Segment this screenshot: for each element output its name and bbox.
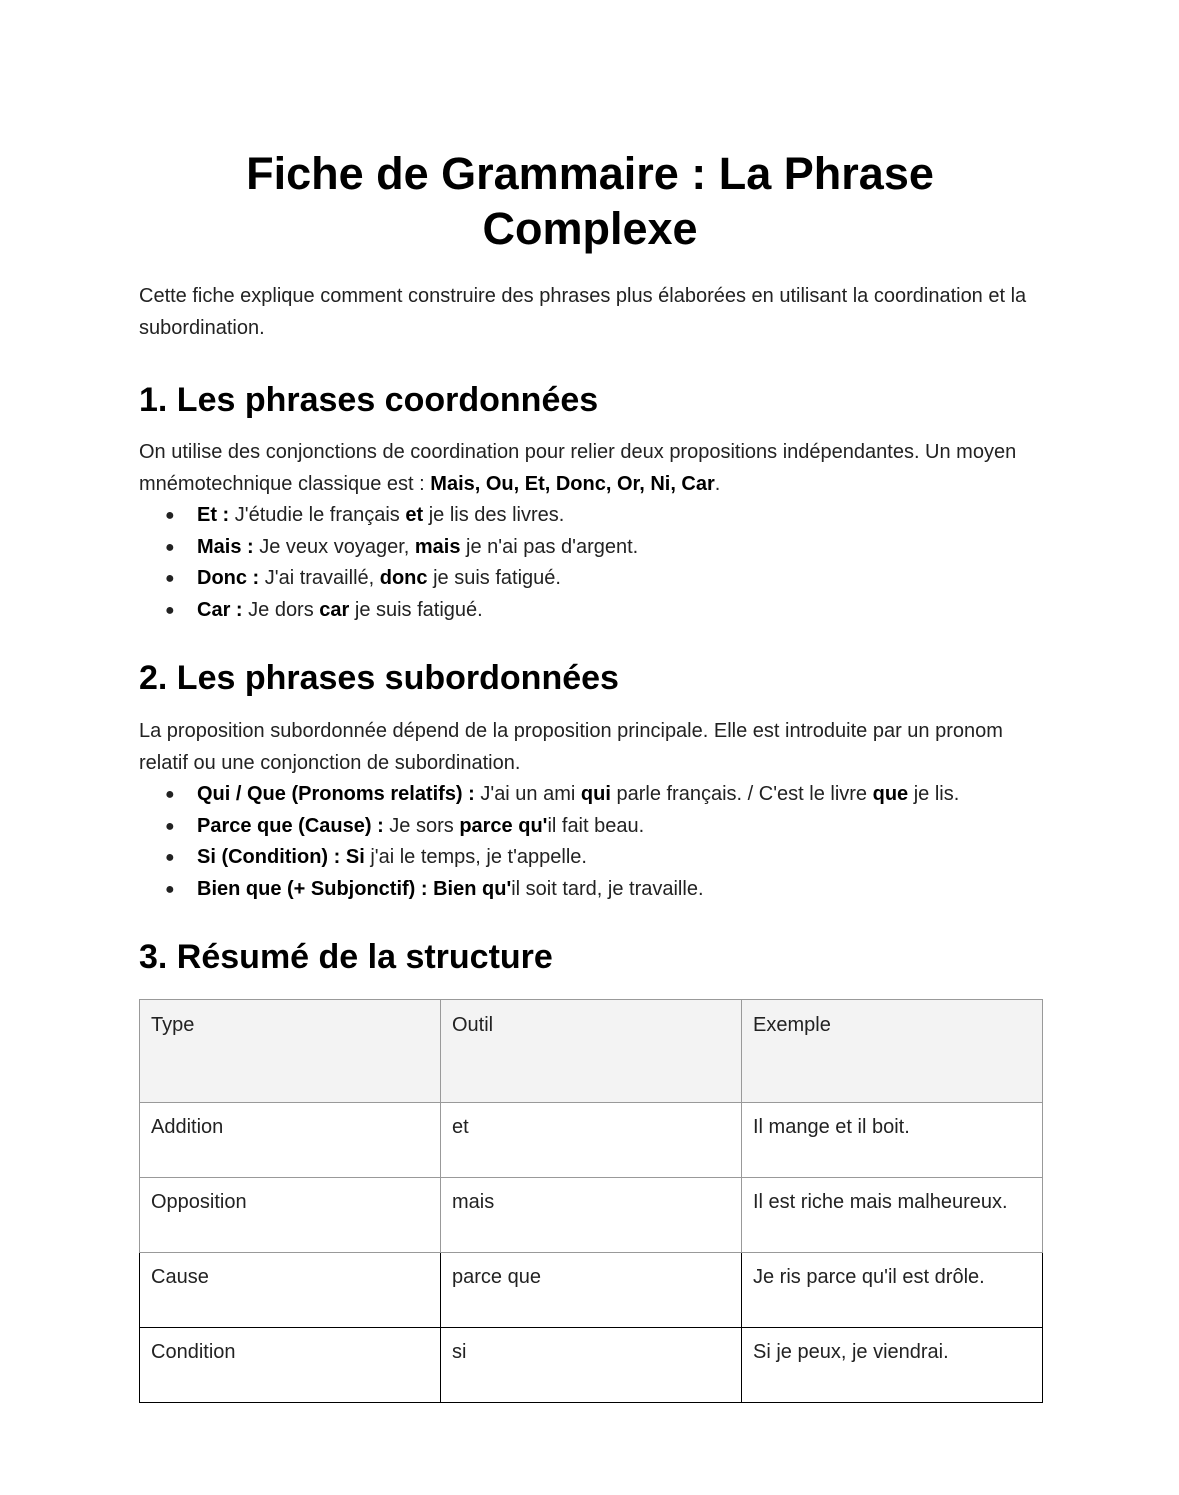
coordination-paragraph: [139, 436, 1041, 500]
table-cell: Condition: [140, 1327, 441, 1402]
table-cell: Il est riche mais malheureux.: [742, 1177, 1043, 1252]
list-item: [139, 842, 1041, 874]
subordination-list: [139, 779, 1041, 906]
list-item: [139, 563, 1041, 595]
list-item: [139, 595, 1041, 627]
bullet-icon: ●: [165, 602, 175, 620]
item-text: J'ai un ami: [474, 782, 581, 805]
item-label: Et :: [197, 504, 230, 526]
table-cell: Addition: [140, 1102, 441, 1177]
item-keyword: donc: [379, 567, 428, 590]
table-row: [140, 1102, 1043, 1177]
item-text: je n'ai pas d'argent.: [460, 535, 639, 558]
list-item: [139, 532, 1041, 564]
item-keyword: parce qu': [459, 814, 548, 837]
intro-paragraph: Cette fiche explique comment construire des phrases plus élaborées en utilisant la coordination et la subordination.: [139, 285, 1027, 339]
item-keyword: Si: [345, 846, 365, 869]
mnemonic-text: Mais, Ou, Et, Donc, Or, Ni, Car: [430, 473, 715, 495]
table-cell: Opposition: [140, 1177, 441, 1252]
bullet-icon: ●: [165, 507, 175, 524]
list-item: [139, 874, 1041, 906]
item-text: Je dors: [242, 599, 320, 622]
item-keyword: car: [319, 599, 350, 622]
page-title: Fiche de Grammaire : La Phrase Complexe: [246, 148, 934, 254]
table-cell: Il mange et il boit.: [742, 1102, 1043, 1177]
item-text: je lis des livres.: [423, 504, 565, 526]
bullet-icon: ●: [165, 880, 175, 898]
table-cell: et: [441, 1102, 742, 1177]
item-text: il fait beau.: [547, 814, 645, 837]
table-cell: parce que: [441, 1252, 742, 1327]
table-cell: mais: [441, 1177, 742, 1252]
bullet-icon: ●: [165, 538, 175, 556]
table-cell: Je ris parce qu'il est drôle.: [742, 1252, 1043, 1327]
item-text: Je sors: [383, 814, 460, 837]
table-cell: Cause: [140, 1252, 441, 1327]
section-heading-subordination: 2. Les phrases subordonnées: [139, 658, 619, 697]
item-keyword: qui: [580, 782, 611, 805]
item-label: Parce que (Cause) :: [197, 814, 384, 837]
item-text: Je veux voyager,: [253, 535, 415, 558]
item-text: j'ai le temps, je t'appelle.: [364, 846, 587, 869]
table-cell: Si je peux, je viendrai.: [742, 1327, 1043, 1402]
list-item: [139, 811, 1041, 843]
item-keyword: mais: [414, 535, 461, 558]
section-heading-coordination: 1. Les phrases coordonnées: [139, 381, 599, 419]
item-text: J'étudie le français: [229, 504, 406, 526]
bullet-icon: ●: [165, 817, 175, 835]
coordination-paragraph-end: .: [714, 473, 721, 495]
list-item: [139, 779, 1041, 811]
coordination-paragraph-text: On utilise des conjonctions de coordination pour relier deux propositions indépendantes. Un moyen mnémotechnique classique est :: [139, 441, 1017, 495]
table-row: [140, 1327, 1043, 1402]
document-content: [139, 146, 1041, 1403]
table-header-row: [140, 999, 1043, 1102]
table-row: [140, 1177, 1043, 1252]
bullet-icon: ●: [165, 785, 175, 803]
table-header-cell: Type: [140, 999, 441, 1102]
item-text: je suis fatigué.: [349, 599, 483, 622]
subordination-paragraph: La proposition subordonnée dépend de la proposition principale. Elle est introduite par un pronom relatif ou une conjonction de subordination.: [139, 719, 1003, 774]
item-label: Donc :: [197, 567, 260, 590]
bullet-icon: ●: [165, 849, 175, 867]
item-keyword: Bien qu': [433, 877, 512, 900]
summary-table: [139, 999, 1043, 1403]
item-label: Mais :: [197, 535, 254, 558]
item-text: je suis fatigué.: [427, 567, 561, 590]
table-header-cell: Exemple: [742, 999, 1043, 1102]
item-text: J'ai travaillé,: [259, 567, 380, 590]
bullet-icon: ●: [165, 570, 175, 588]
item-keyword: et: [405, 504, 424, 526]
coordination-list: [139, 500, 1041, 627]
table-header-cell: Outil: [441, 999, 742, 1102]
item-label: Si (Condition) :: [197, 846, 341, 869]
item-label: Qui / Que (Pronoms relatifs) :: [197, 782, 475, 805]
item-text: parle français. / C'est le livre: [610, 782, 873, 805]
list-item: [139, 500, 1041, 532]
item-text: je lis.: [908, 782, 960, 805]
item-text: il soit tard, je travaille.: [511, 877, 704, 900]
item-keyword: que: [872, 782, 909, 805]
item-label: Bien que (+ Subjonctif) :: [197, 877, 428, 900]
item-label: Car :: [197, 599, 243, 622]
table-row: [140, 1252, 1043, 1327]
table-cell: si: [441, 1327, 742, 1402]
section-heading-summary: 3. Résumé de la structure: [139, 937, 553, 976]
